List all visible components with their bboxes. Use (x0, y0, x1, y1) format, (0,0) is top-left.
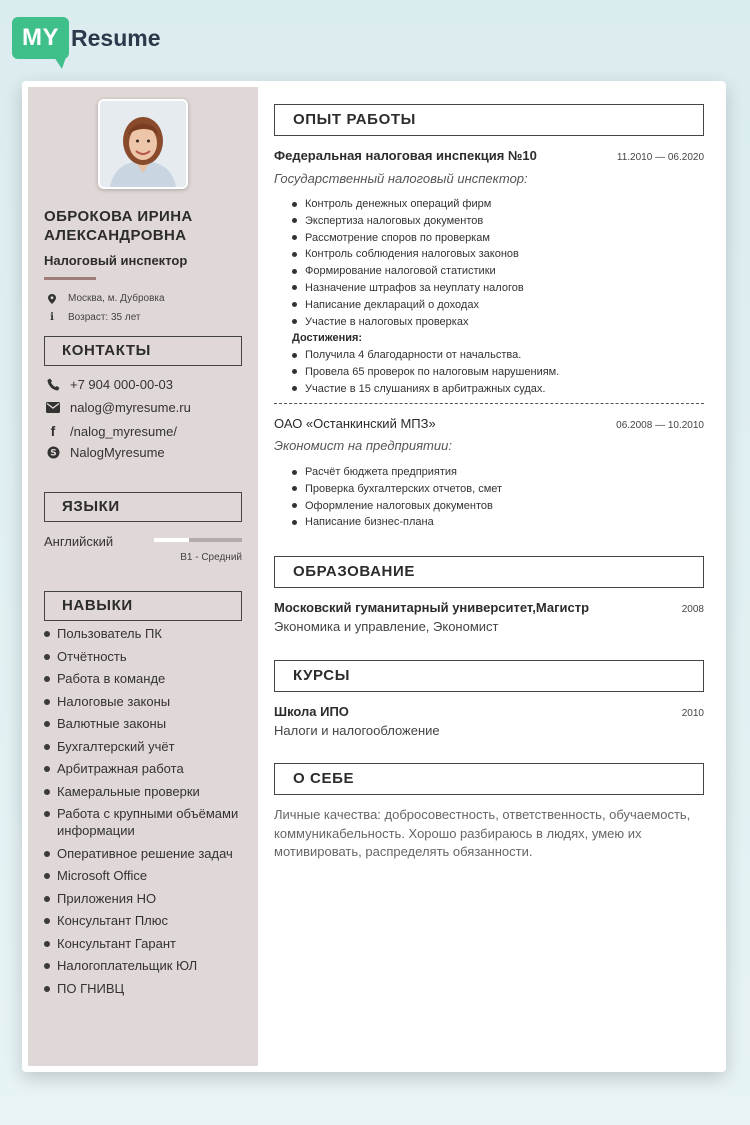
course-header (274, 704, 704, 719)
job-1-company: Федеральная налоговая инспекция №10 (274, 148, 537, 163)
resume-page (22, 81, 726, 1072)
education-heading: ОБРАЗОВАНИЕ (274, 556, 704, 588)
duty-item: Расчёт бюджета предприятия (292, 465, 702, 479)
duty-item: Экспертиза налоговых документов (292, 214, 702, 228)
contact-skype[interactable] (44, 445, 165, 460)
language-level-bar (154, 538, 242, 542)
contact-phone[interactable] (44, 377, 173, 392)
job-1-header (274, 148, 704, 163)
skill-item: Камеральные проверки (44, 783, 250, 800)
duty-item: Написание бизнес-плана (292, 515, 702, 529)
skype-icon (44, 446, 62, 459)
job-1-role: Государственный налоговый инспектор: (274, 171, 528, 186)
job-1-dates: 11.2010 — 06.2020 (616, 152, 704, 163)
email-text: nalog@myresume.ru (70, 400, 191, 415)
skill-item: Консультант Гарант (44, 935, 250, 952)
job-1-duties (292, 197, 702, 331)
experience-heading: ОПЫТ РАБОТЫ (274, 104, 704, 136)
sidebar (28, 87, 258, 1066)
language-level-fill (154, 538, 189, 542)
about-heading: О СЕБЕ (274, 763, 704, 795)
myresume-logo[interactable] (12, 12, 160, 64)
name-line-2: АЛЕКСАНДРОВНА (44, 227, 187, 244)
profile-photo (98, 99, 188, 189)
duty-item: Участие в налоговых проверках (292, 315, 702, 329)
job-2-header (274, 416, 704, 431)
education-details: Экономика и управление, Экономист (274, 619, 499, 634)
svg-text:S: S (49, 448, 57, 459)
skill-item: ПО ГНИВЦ (44, 980, 250, 997)
duty-item: Формирование налоговой статистики (292, 264, 702, 278)
duty-item: Назначение штрафов за неуплату налогов (292, 281, 702, 295)
duty-item: Рассмотрение споров по проверкам (292, 231, 702, 245)
info-icon: i (50, 312, 54, 323)
job-2-role: Экономист на предприятии: (274, 438, 452, 453)
course-year: 2010 (681, 708, 704, 719)
duty-item: Проверка бухгалтерских отчетов, смет (292, 482, 702, 496)
full-name (44, 207, 244, 245)
phone-icon (44, 378, 62, 391)
courses-heading: КУРСЫ (274, 660, 704, 692)
phone-text: +7 904 000-00-03 (70, 377, 174, 392)
skill-item: Налоговые законы (44, 693, 250, 710)
skill-item: Microsoft Office (44, 867, 250, 884)
education-institution: Московский гуманитарный университет,Магистр (274, 600, 590, 615)
duty-item: Написание деклараций о доходах (292, 298, 702, 312)
language-name: Английский (44, 534, 114, 549)
title-underline (44, 277, 96, 280)
skill-item: Пользователь ПК (44, 625, 250, 642)
language-level-text: B1 - Средний (180, 552, 242, 563)
contacts-heading: КОНТАКТЫ (44, 336, 242, 366)
logo-text: Resume (71, 24, 161, 51)
age-text: Возраст: 35 лет (68, 312, 141, 323)
job-title: Налоговый инспектор (44, 253, 188, 268)
achievement-item: Участие в 15 слушаниях в арбитражных судах. (292, 382, 702, 396)
languages-heading: ЯЗЫКИ (44, 492, 242, 522)
portrait-illustration (100, 101, 186, 187)
achievements-label: Достижения: (292, 332, 363, 344)
job-1-achievements (292, 348, 702, 398)
achievement-item: Провела 65 проверок по налоговым нарушениям. (292, 365, 702, 379)
map-pin-icon (44, 294, 60, 304)
skill-item: Налогоплательщик ЮЛ (44, 957, 250, 974)
envelope-icon (44, 402, 62, 413)
job-2-company: ОАО «Останкинский МПЗ» (274, 416, 436, 431)
course-details: Налоги и налогообложение (274, 723, 440, 738)
skill-item: Арбитражная работа (44, 760, 250, 777)
job-2-dates: 06.2008 — 10.2010 (616, 420, 704, 431)
contact-facebook[interactable] (44, 423, 177, 439)
facebook-icon: f (50, 423, 56, 439)
education-header (274, 600, 704, 615)
job-2-duties (292, 465, 702, 532)
age (44, 312, 141, 323)
name-line-1: ОБРОКОВА ИРИНА (44, 208, 193, 225)
skill-item: Работа с крупными объёмами информации (44, 805, 250, 839)
facebook-text: /nalog_myresume/ (70, 423, 177, 439)
skills-heading: НАВЫКИ (44, 591, 242, 621)
job-divider (274, 403, 704, 404)
skill-item: Валютные законы (44, 715, 250, 732)
about-text: Личные качества: добросовестность, ответственность, обучаемость, коммуникабельность. Хорошо разбираюсь в людях, умею их мотивировать, распределять обязанности. (274, 807, 691, 859)
duty-item: Оформление налоговых документов (292, 499, 702, 513)
skill-item: Работа в команде (44, 670, 250, 687)
skills-list (44, 625, 250, 1002)
education-year: 2008 (681, 604, 704, 615)
skill-item: Бухгалтерский учёт (44, 738, 250, 755)
skill-item: Приложения НО (44, 890, 250, 907)
duty-item: Контроль соблюдения налоговых законов (292, 247, 702, 261)
skill-item: Отчётность (44, 648, 250, 665)
location (44, 293, 165, 304)
duty-item: Контроль денежных операций фирм (292, 197, 702, 211)
skype-text: NalogMyresume (70, 445, 165, 460)
location-text: Москва, м. Дубровка (68, 293, 165, 304)
course-name: Школа ИПО (274, 704, 349, 719)
contact-email[interactable] (44, 400, 191, 415)
skill-item: Оперативное решение задач (44, 845, 250, 862)
skill-item: Консультант Плюс (44, 912, 250, 929)
achievement-item: Получила 4 благодарности от начальства. (292, 348, 702, 362)
logo-badge: MY (12, 17, 69, 59)
